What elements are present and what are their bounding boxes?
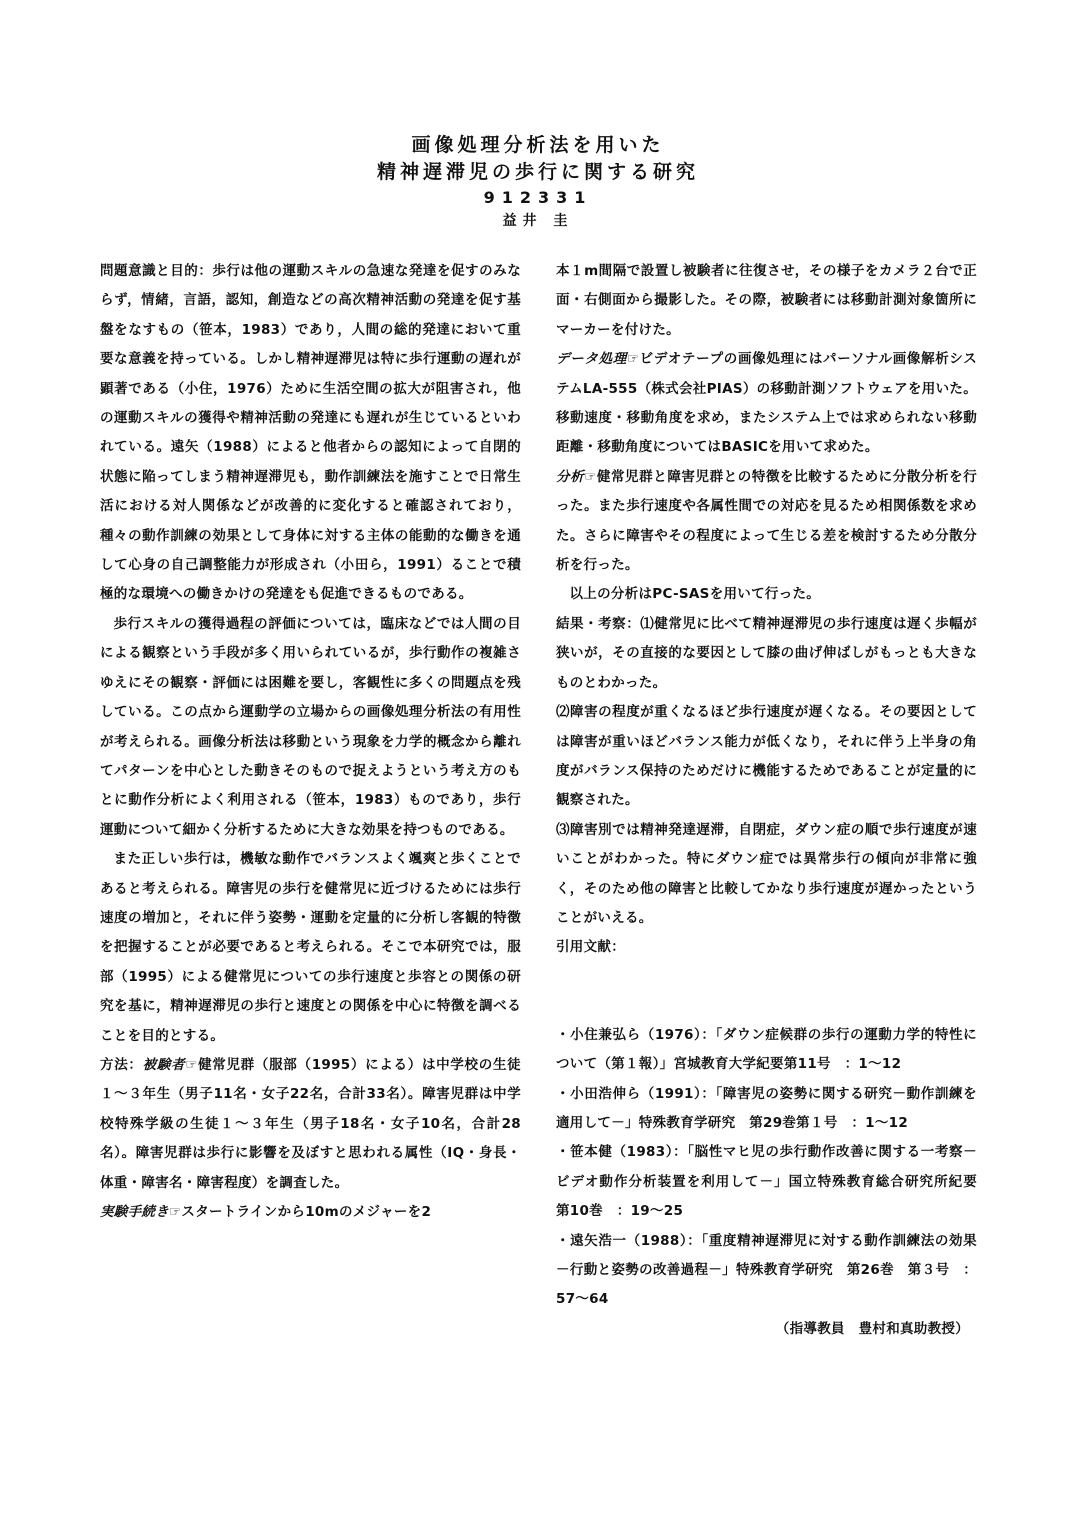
- advisor-line: （指導教員 豊村和真助教授）: [775, 1320, 969, 1337]
- student-id: 912331: [483, 188, 593, 207]
- subjects-text: 健常児群（服部（1995）による）は中学校の生徒１～３年生（男子11名・女子22名，合計33名）。障害児群は中学校特殊学級の生徒１～３年生（男子18名・女子10名，合計28名）。障害児群は歩行に影響を及ぼすと思われる属性（IQ・身長・体重・障害名・障害程度）を調査した。: [100, 1056, 521, 1191]
- procedure-paragraph: [100, 1198, 521, 1227]
- reference-item: ・笹本健（1983）：「脳性マヒ児の歩行動作改善に関する一考察－ビデオ動作分析装置を利用して－」国立特殊教育総合研究所紀要 第10巻 ：19～25: [556, 1144, 991, 1220]
- evaluation-paragraph: 歩行スキルの獲得過程の評価については，臨床などでは人間の目による観察という手段が多く用いられているが，歩行動作の複雑さゆえにその観察・評価には困難を要し，客観性に多くの問題点を残している。この点から運動学の立場からの画像処理分析法の有用性が考えられる。画像分析法は移動という現象を力学的概念から離れてパターンを中心とした動きそのもので捉えようという考え方のもとに動作分析によく利用される（笹本，1983）ものであり，歩行運動について細かく分析するために大きな効果を持つものである。: [100, 615, 521, 838]
- result-1-text: ⑴健常児に比べて精神遅滞児の歩行速度は遅く歩幅が狭いが，その直接的な要因として膝の曲げ伸ばしがもっとも大きなものとわかった。: [556, 615, 977, 691]
- reference-item: ・遠矢浩一（1988）：「重度精神遅滞児に対する動作訓練法の効果－行動と姿勢の改善過程－」特殊教育学研究 第26巻 第３号 ：57～64: [556, 1232, 977, 1308]
- results-paragraph: [556, 610, 977, 698]
- section-lead-results: 結果・考察：: [556, 615, 641, 632]
- right-column: [556, 257, 991, 1344]
- analysis-label: 分析: [556, 468, 585, 485]
- analysis-text: 健常児群と障害児群との特徴を比較するために分散分析を行った。また歩行速度や各属性間での対応を見るため相関係数を求めた。さらに障害やその程度によって生じる差を検討するため分散分析を行った。: [556, 468, 977, 574]
- data-processing-label: データ処理: [556, 351, 627, 368]
- result-3-paragraph: ⑶障害別では精神発達遅滞，自閉症，ダウン症の順で歩行速度が速いことがわかった。特にダウン症では異常歩行の傾向が非常に強く，そのため他の障害と比較してかなり歩行速度が遅かったということがいえる。: [556, 821, 977, 926]
- procedure-marker: ☞: [169, 1204, 182, 1220]
- reference-item: ・小住兼弘ら（1976）：「ダウン症候群の歩行の運動力学的特性について（第１報）」宮城教育大学紀要第11号 ：1～12: [556, 1026, 977, 1073]
- subjects-marker: ☞: [185, 1056, 198, 1073]
- title-line-2: 精神遅滞児の歩行に関する研究: [376, 161, 699, 183]
- method-paragraph: [100, 1051, 521, 1198]
- procedure-text: スタートラインから10mのメジャーを2: [181, 1204, 432, 1220]
- sas-paragraph: 以上の分析はPC-SASを用いて行った。: [569, 586, 821, 603]
- result-2-paragraph: ⑵障害の程度が重くなるほど歩行速度が遅くなる。その要因としては障害が重いほどバランス能力が低くなり，それに伴う上半身の角度がバランス保持のためだけに機能するためであることが定量的に観察された。: [556, 704, 977, 809]
- data-processing-marker: ☞: [626, 351, 640, 368]
- intro-paragraph: [100, 257, 521, 610]
- procedure-label: 実験手続き: [100, 1204, 169, 1220]
- subjects-label: 被験者: [142, 1056, 186, 1073]
- data-processing-paragraph: [556, 345, 977, 463]
- section-lead-purpose: 問題意識と目的：: [100, 263, 213, 279]
- intro-text: 歩行は他の運動スキルの急速な発達を促すのみならず，情緒，言語，認知，創造などの高次精神活動の発達を促す基盤をなすもの（笹本，1983）であり，人間の総的発達において重要な意義を持っている。しかし精神遅滞児は特に歩行運動の遅れが顕著である（小住，1976）ために生活空間の拡大が阻害され，他の運動スキルの獲得や精神活動の発達にも遅れが生じているといわれている。遠矢（1988）によると他者からの認知によって自閉的状態に陥ってしまう精神遅滞児も，動作訓練法を施すことで日常生活における対人関係などが改善的に変化すると確認されており，種々の動作訓練の効果として身体に対する主体の能動的な働きを通して心身の自己調整能力が形成され（小田ら，1991）ることで積極的な環境への働きかけの発達をも促進できるものである。: [100, 263, 521, 603]
- objective-paragraph: また正しい歩行は，機敏な動作でバランスよく颯爽と歩くことであると考えられる。障害児の歩行を健常児に近づけるためには歩行速度の増加と，それに伴う姿勢・運動を定量的に分析し客観的特徴を把握することが必要であると考えられる。そこで本研究では，服部（1995）による健常児についての歩行速度と歩容との関係の研究を基に，精神遅滞児の歩行と速度との関係を中心に特徴を調べることを目的とする。: [100, 851, 521, 1044]
- data-processing-text: ビデオテープの画像処理にはパーソナル画像解析システムLA-555（株式会社PIAS）の移動計測ソフトウェアを用いた。移動速度・移動角度を求め，またシステム上では求められない移動距離・移動角度についてはBASICを用いて求めた。: [556, 351, 977, 456]
- references-spacer: [556, 963, 977, 1021]
- procedure-continued: 本１m間隔で設置し被験者に往復させ，その様子をカメラ２台で正面・右側面から撮影した。その際，被験者には移動計測対象箇所にマーカーを付けた。: [556, 263, 977, 338]
- paper-header: [0, 132, 1076, 232]
- title-line-1: 画像処理分析法を用いた: [411, 134, 665, 156]
- author-name: 益井 圭: [502, 213, 574, 229]
- analysis-marker: ☞: [584, 468, 597, 485]
- section-lead-method: 方法：: [100, 1056, 143, 1073]
- analysis-paragraph: [556, 463, 977, 581]
- references-heading: 引用文献：: [556, 939, 625, 956]
- left-column: [100, 257, 521, 1227]
- reference-item: ・小田浩伸ら（1991）：「障害児の姿勢に関する研究－動作訓練を適用して－」特殊教育学研究 第29巻第１号 ：1～12: [556, 1085, 977, 1131]
